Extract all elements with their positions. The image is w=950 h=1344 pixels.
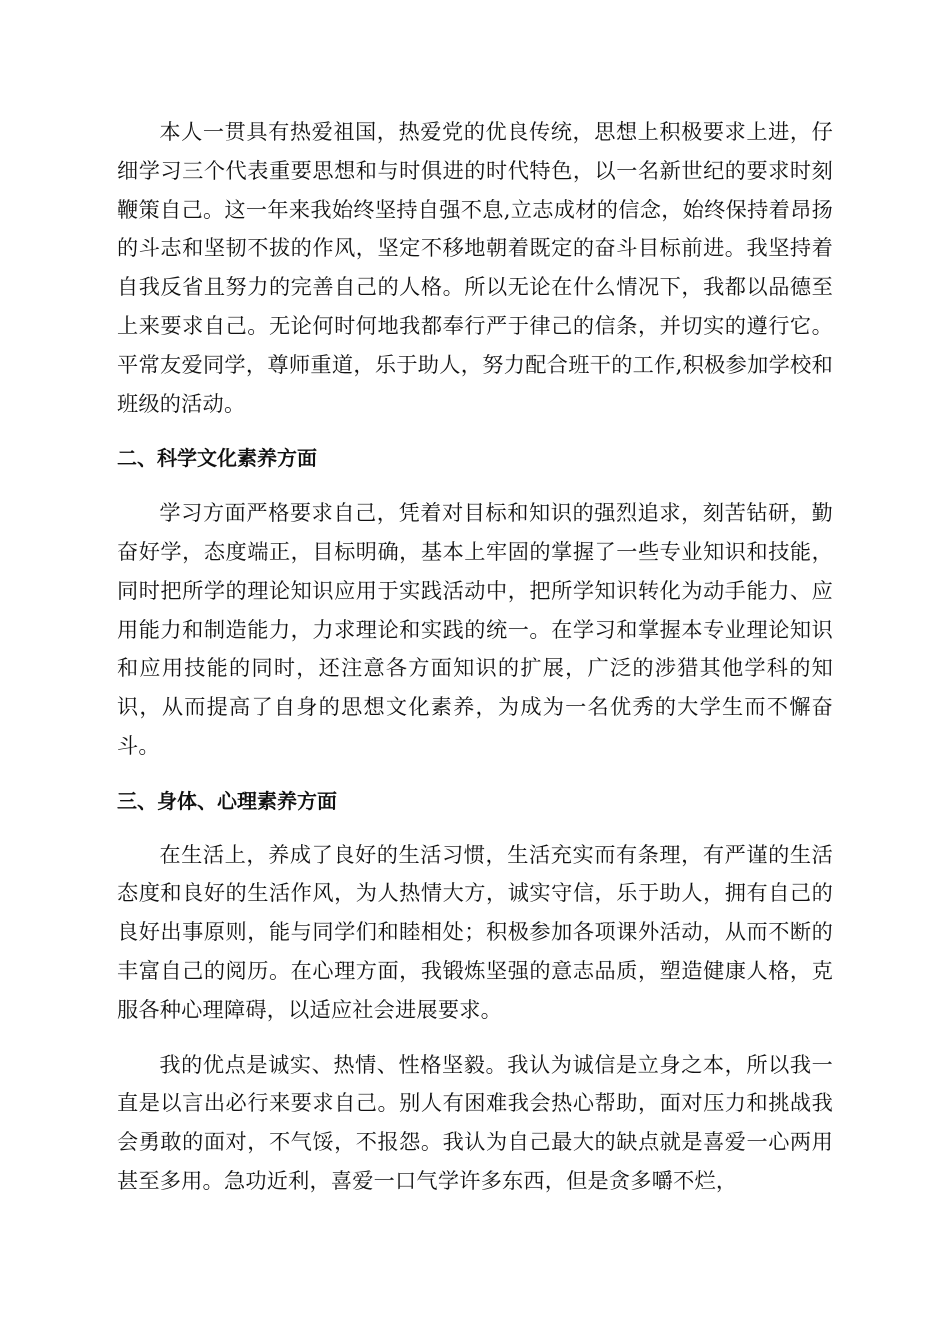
section-heading-science-culture: 二、科学文化素养方面 [117,446,317,471]
paragraph-life-psychology: 在生活上，养成了良好的生活习惯，生活充实而有条理，有严谨的生活态度和良好的生活作风，为人热情大方，诚实守信，乐于助人，拥有自己的良好出事原则，能与同学们和睦相处；积极参加各项课外活动，从而不断的丰富自己的阅历。在心理方面，我锻炼坚强的意志品质，塑造健康人格，克服各种心理障碍，以适应社会进展要求。 [117,841,833,1022]
section-heading-body-mind: 三、身体、心理素养方面 [117,788,337,813]
paragraph-study: 学习方面严格要求自己，凭着对目标和知识的强烈追求，刻苦钻研，勤奋好学，态度端正，目标明确，基本上牢固的掌握了一些专业知识和技能，同时把所学的理论知识应用于实践活动中，把所学知识转化为动手能力、应用能力和制造能力，力求理论和实践的统一。在学习和掌握本专业理论知识和应用技能的同时，还注意各方面知识的扩展，广泛的涉猎其他学科的知识，从而提高了自身的思想文化素养，为成为一名优秀的大学生而不懈奋斗。 [117,500,833,758]
document-page [117,113,833,1201]
paragraph-strengths-weaknesses: 我的优点是诚实、热情、性格坚毅。我认为诚信是立身之本，所以我一直是以言出必行来要求自己。别人有困难我会热心帮助，面对压力和挑战我会勇敢的面对，不气馁，不报怨。我认为自己最大的缺点就是喜爱一心两用甚至多用。急功近利，喜爱一口气学许多东西，但是贪多嚼不烂， [117,1051,833,1193]
paragraph-moral-character: 本人一贯具有热爱祖国，热爱党的优良传统，思想上积极要求上进，仔细学习三个代表重要思想和与时俱进的时代特色，以一名新世纪的要求时刻鞭策自己。这一年来我始终坚持自强不息,立志成材的信念，始终保持着昂扬的斗志和坚韧不拔的作风，坚定不移地朝着既定的奋斗目标前进。我坚持着自我反省且努力的完善自己的人格。所以无论在什么情况下，我都以品德至上来要求自己。无论何时何地我都奉行严于律己的信条，并切实的遵行它。平常友爱同学，尊师重道，乐于助人，努力配合班干的工作,积极参加学校和班级的活动。 [117,119,833,416]
